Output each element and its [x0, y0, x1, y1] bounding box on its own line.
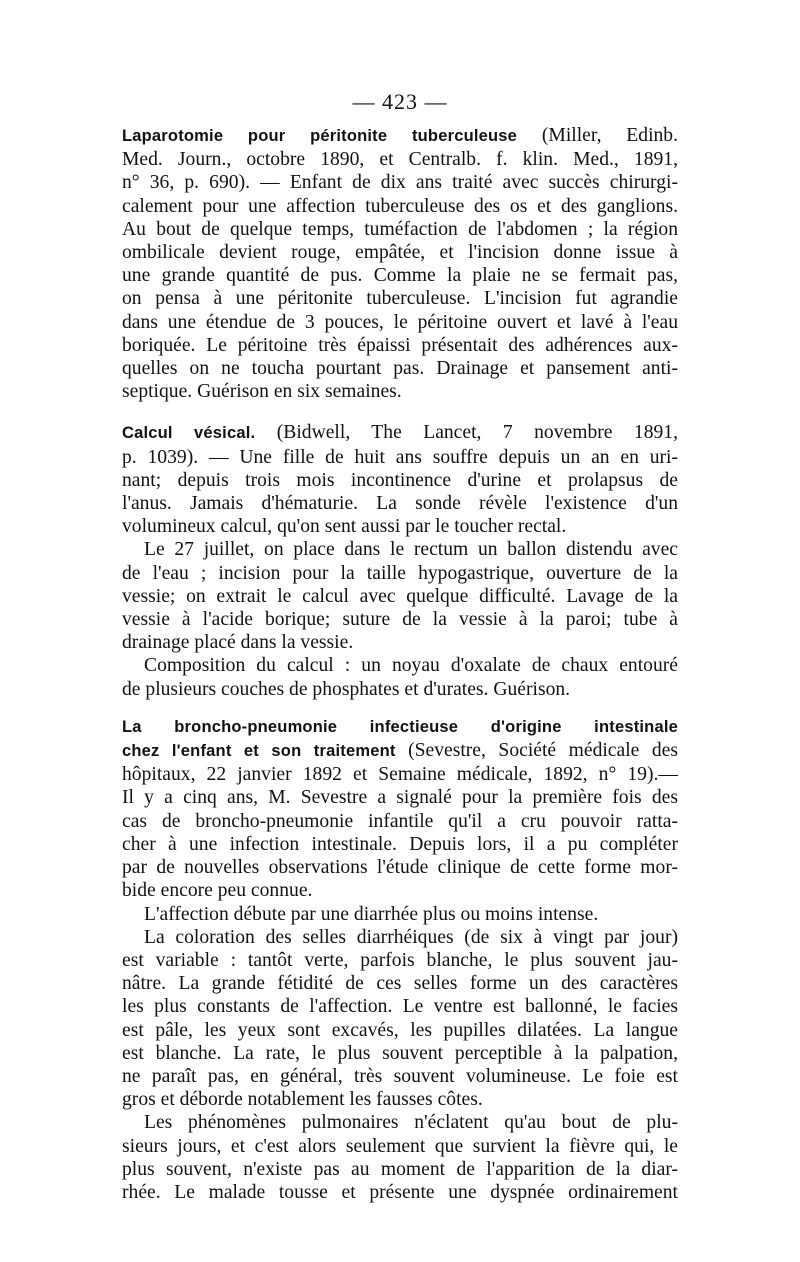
article-heading: Calcul vésical.	[122, 424, 256, 443]
text-line: volumineux calcul, qu'on sent aussi par le toucher rectal.	[122, 516, 567, 538]
article-first-line	[122, 421, 678, 445]
section-gap	[122, 701, 678, 715]
text-line: (Sevestre, Société médicale des	[408, 740, 678, 762]
article-heading: La broncho-pneumonie infectieuse d'origine intestinale	[122, 717, 678, 736]
text-line: est pâle, les yeux sont excavés, les pupilles dilatées. La langue	[122, 1019, 678, 1041]
text-line: on pensa à une péritonite tuberculeuse. L'incision fut agrandie	[122, 288, 678, 310]
text-line: cas de broncho-pneumonie infantile qu'il a cru pouvoir ratta-	[122, 810, 678, 832]
text-line: Au bout de quelque temps, tuméfaction de l'abdomen ; la région	[122, 218, 678, 240]
text-line: quelles on ne toucha pourtant pas. Drainage et pansement anti-	[122, 358, 678, 380]
article-heading: Laparotomie pour péritonite tuberculeuse	[122, 127, 518, 145]
text-line: bide encore peu connue.	[122, 880, 313, 902]
text-line: Composition du calcul : un noyau d'oxalate de chaux entouré	[144, 655, 678, 677]
text-line: par de nouvelles observations l'étude clinique de cette forme mor-	[122, 857, 678, 879]
article-broncho-pneumonie	[122, 715, 678, 1204]
text-line: les plus constants de l'affection. Le ventre est ballonné, le facies	[122, 996, 678, 1018]
text-line: vessie; on extrait le calcul avec quelque difficulté. Lavage de la	[122, 585, 678, 607]
text-line: de l'eau ; incision pour la taille hypogastrique, ouverture de la	[122, 562, 678, 584]
text-line: hôpitaux, 22 janvier 1892 et Semaine médicale, 1892, n° 19).—	[122, 764, 678, 786]
article-laparotomie	[122, 124, 678, 403]
text-line: nâtre. La grande fétidité de ces selles forme un des caractères	[122, 973, 678, 995]
text-line: plus souvent, n'existe pas au moment de l'apparition de la diar-	[122, 1158, 678, 1180]
text-line: nant; depuis trois mois incontinence d'urine et prolapsus de	[122, 469, 678, 491]
text-line: Il y a cinq ans, M. Sevestre a signalé pour la première fois des	[122, 787, 678, 809]
text-line: cher à une infection intestinale. Depuis lors, il a pu compléter	[122, 833, 678, 855]
text-line: Les phénomènes pulmonaires n'éclatent qu'au bout de plu-	[144, 1112, 678, 1134]
article-first-line	[122, 124, 678, 148]
text-line: septique. Guérison en six semaines.	[122, 381, 402, 403]
article-heading-continued: chez l'enfant et son traitement	[122, 742, 396, 761]
text-line: l'anus. Jamais d'hématurie. La sonde révèle l'existence d'un	[122, 493, 678, 515]
text-line: (Bidwell, The Lancet, 7 novembre 1891,	[276, 422, 678, 444]
section-gap	[122, 403, 678, 421]
text-line: ombilicale devient rouge, empâtée, et l'incision donne issue à	[122, 242, 678, 264]
text-line: sieurs jours, et c'est alors seulement que survient la fièvre qui, le	[122, 1135, 678, 1157]
text-line: Le 27 juillet, on place dans le rectum un ballon distendu avec	[144, 539, 678, 561]
article-first-line	[122, 739, 678, 763]
text-line: drainage placé dans la vessie.	[122, 632, 354, 654]
book-page	[122, 88, 678, 1204]
text-line: p. 1039). — Une fille de huit ans souffre depuis un an en uri-	[122, 446, 678, 468]
text-line: boriquée. Le péritoine très épaissi présentait des adhérences aux-	[122, 334, 678, 356]
text-line: est variable : tantôt verte, parfois blanche, le plus souvent jau-	[122, 949, 678, 971]
text-line: n° 36, p. 690). — Enfant de dix ans traité avec succès chirurgi-	[122, 172, 678, 194]
text-line: une grande quantité de pus. Comme la plaie ne se fermait pas,	[122, 265, 678, 287]
text-line: calement pour une affection tuberculeuse des os et des ganglions.	[122, 195, 678, 217]
text-line: de plusieurs couches de phosphates et d'urates. Guérison.	[122, 678, 571, 700]
article-heading-line	[122, 715, 678, 739]
text-line: rhée. Le malade tousse et présente une dyspnée ordinairement	[122, 1181, 678, 1203]
text-line: ne paraît pas, en général, très souvent volumineuse. Le foie est	[122, 1065, 678, 1087]
page-number: — 423 —	[352, 89, 448, 114]
text-line: La coloration des selles diarrhéiques (de six à vingt par jour)	[144, 926, 678, 948]
text-line: Med. Journ., octobre 1890, et Centralb. f. klin. Med., 1891,	[122, 149, 678, 171]
text-line: gros et déborde notablement les fausses côtes.	[122, 1089, 483, 1111]
text-line: vessie à l'acide borique; suture de la vessie à la paroi; tube à	[122, 609, 678, 631]
text-line: L'affection débute par une diarrhée plus ou moins intense.	[144, 903, 599, 925]
text-line: dans une étendue de 3 pouces, le péritoine ouvert et lavé à l'eau	[122, 311, 678, 333]
article-calcul	[122, 421, 678, 700]
text-line: (Miller, Edinb.	[541, 125, 679, 146]
text-line: est blanche. La rate, le plus souvent perceptible à la palpation,	[122, 1042, 678, 1064]
